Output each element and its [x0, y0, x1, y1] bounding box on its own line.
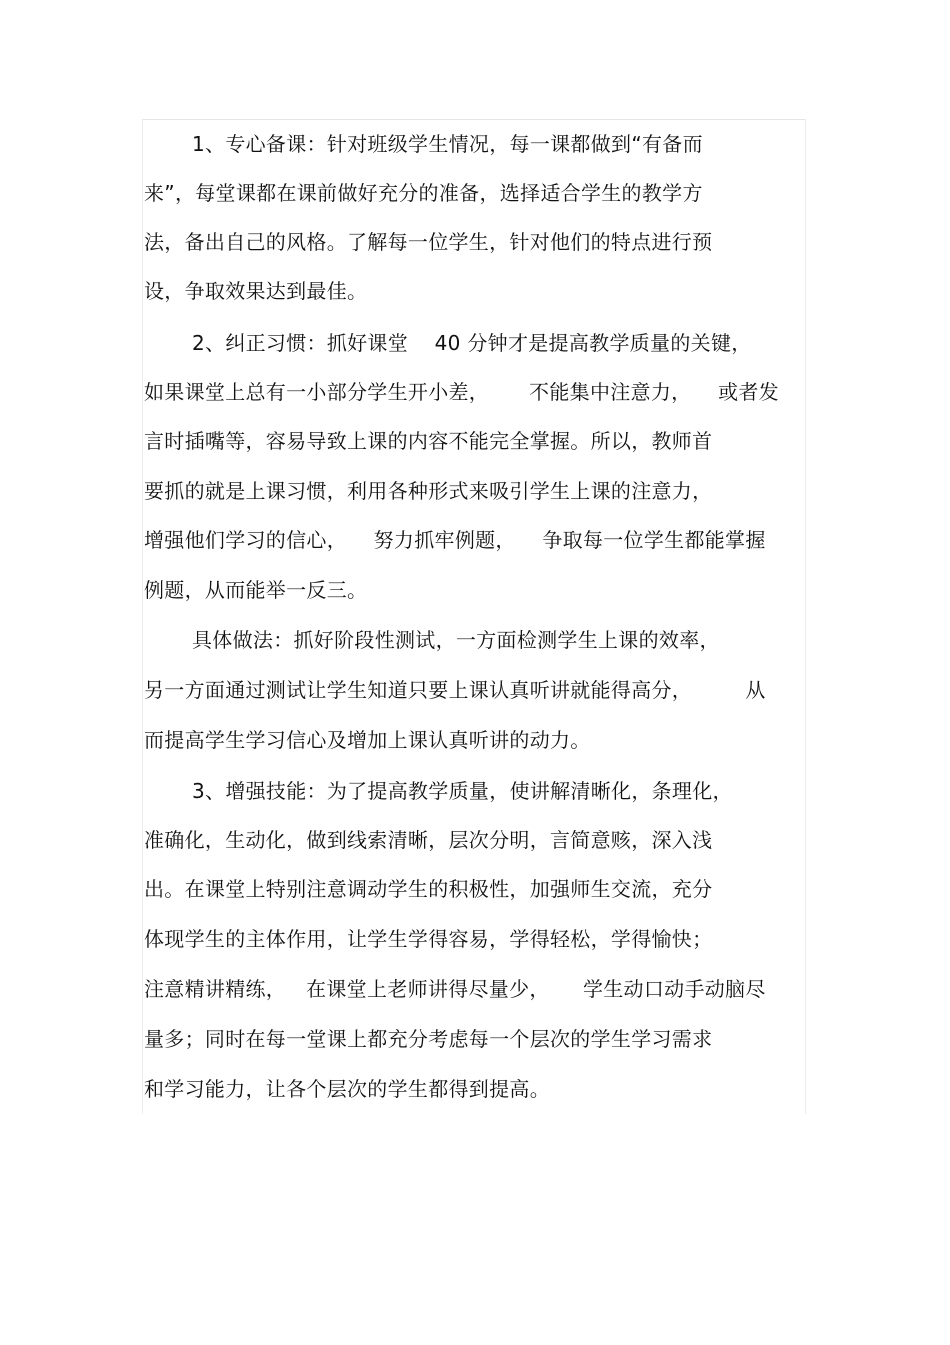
paragraph-4-line-1: 3、增强技能：为了提高教学质量，使讲解清晰化，条理化，	[192, 779, 733, 803]
paragraph-1-line-1: 1、专心备课：针对班级学生情况，每一课都做到“有备而	[192, 132, 703, 156]
paragraph-2-line-1: 2、纠正习惯：抓好课堂 40 分钟才是提高教学质量的关键，	[192, 331, 752, 355]
paragraph-2-line-5: 增强他们学习的信心， 努力抓牢例题， 争取每一位学生都能掌握	[144, 528, 766, 552]
paragraph-3-line-1: 具体做法：抓好阶段性测试，一方面检测学生上课的效率，	[192, 628, 720, 652]
paragraph-3-line-2: 另一方面通过测试让学生知道只要上课认真听讲就能得高分， 从	[144, 678, 766, 702]
paragraph-1-line-4: 设，争取效果达到最佳。	[144, 279, 368, 303]
paragraph-2-line-3: 言时插嘴等，容易导致上课的内容不能完全掌握。所以，教师首	[144, 429, 713, 453]
paragraph-4-line-7: 和学习能力，让各个层次的学生都得到提高。	[144, 1077, 550, 1101]
paragraph-4-line-6: 量多；同时在每一堂课上都充分考虑每一个层次的学生学习需求	[144, 1027, 713, 1051]
paragraph-1-line-3: 法，备出自己的风格。了解每一位学生，针对他们的特点进行预	[144, 230, 713, 254]
paragraph-4-line-2: 准确化，生动化，做到线索清晰，层次分明，言简意赅，深入浅	[144, 828, 713, 852]
paragraph-3-line-3: 而提高学生学习信心及增加上课认真听讲的动力。	[144, 728, 591, 752]
paragraph-4-line-5: 注意精讲精练， 在课堂上老师讲得尽量少， 学生动口动手动脑尽	[144, 977, 766, 1001]
paragraph-2-line-6: 例题，从而能举一反三。	[144, 578, 368, 602]
paragraph-1-line-2: 来”，每堂课都在课前做好充分的准备，选择适合学生的教学方	[144, 181, 703, 205]
paragraph-2-line-2: 如果课堂上总有一小部分学生开小差， 不能集中注意力， 或者发	[144, 380, 779, 404]
paragraph-4-line-4: 体现学生的主体作用，让学生学得容易，学得轻松，学得愉快；	[144, 927, 713, 951]
paragraph-2-line-4: 要抓的就是上课习惯，利用各种形式来吸引学生上课的注意力，	[144, 479, 713, 503]
page-frame	[142, 119, 806, 1114]
paragraph-4-line-3: 出。在课堂上特别注意调动学生的积极性，加强师生交流，充分	[144, 877, 713, 901]
